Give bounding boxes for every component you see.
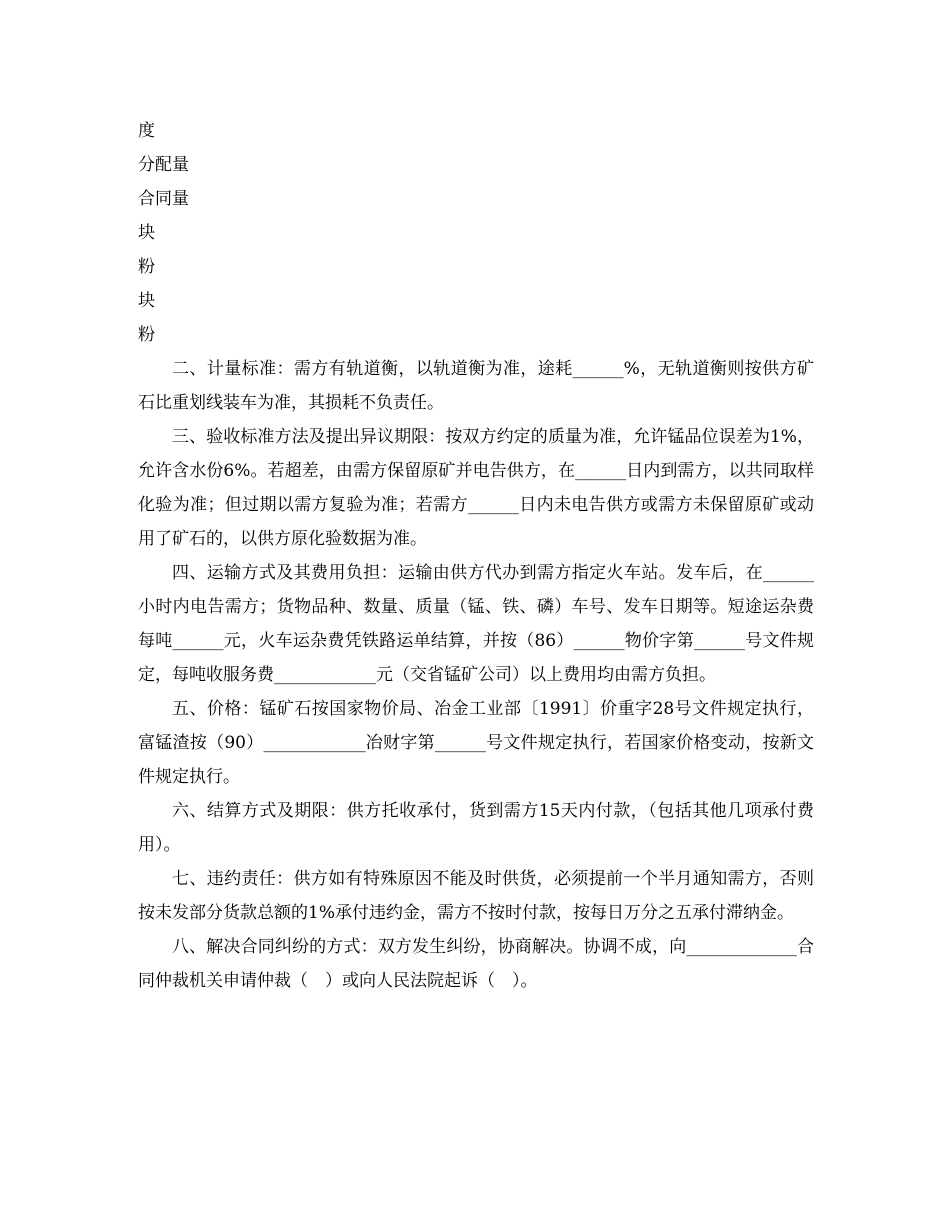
- section-liability: 七、违约责任：供方如有特殊原因不能及时供货，必须提前一个半月通知需方，否则按未发部分货款总额的1%承付违约金，需方不按时付款，按每日万分之五承付滞纳金。: [138, 869, 814, 923]
- section-settlement: 六、结算方式及期限：供方托收承付，货到需方15天内付款，（包括其他几项承付费用）。: [138, 801, 814, 855]
- section-transport: 四、运输方式及其费用负担：运输由供方代办到需方指定火车站。发车后，在______小时内电告需方；货物品种、数量、质量（锰、铁、磷）车号、发车日期等。短途运杂费每吨______元，火车运杂费凭铁路运单结算，并按（86）______物价字第______号文件规定，每吨收服务费____________元（交省锰矿公司）以上费用均由需方负担。: [138, 563, 814, 685]
- table-cell-contract-amount: 合同量: [138, 189, 189, 209]
- table-cell-allocation: 分配量: [138, 155, 189, 175]
- document-page: [138, 114, 814, 998]
- section-price: 五、价格：锰矿石按国家物价局、冶金工业部〔1991〕价重字28号文件规定执行，富锰渣按（90）____________冶财字第______号文件规定执行，若国家价格变动，按新文件规定执行。: [138, 699, 814, 787]
- table-cell-powder: 粉: [138, 257, 155, 277]
- section-acceptance: 三、验收标准方法及提出异议期限：按双方约定的质量为准，允许锰品位误差为1%，允许含水份6%。若超差，由需方保留原矿并电告供方，在______日内到需方，以共同取样化验为准；但过期以需方复验为准；若需方______日内未电告供方或需方未保留原矿或动用了矿石的，以供方原化验数据为准。: [138, 427, 814, 549]
- table-cell-degree: 度: [138, 121, 155, 141]
- table-cell-lump: 块: [138, 291, 155, 311]
- table-cell-powder: 粉: [138, 325, 155, 345]
- table-cell-lump: 块: [138, 223, 155, 243]
- section-measurement: 二、计量标准：需方有轨道衡，以轨道衡为准，途耗______%，无轨道衡则按供方矿石比重划线装车为准，其损耗不负责任。: [138, 359, 814, 413]
- section-dispute: 八、解决合同纠纷的方式：双方发生纠纷，协商解决。协调不成，向_____________合同仲裁机关申请仲裁（ ）或向人民法院起诉（ ）。: [138, 937, 814, 991]
- table-fragment: [138, 114, 814, 352]
